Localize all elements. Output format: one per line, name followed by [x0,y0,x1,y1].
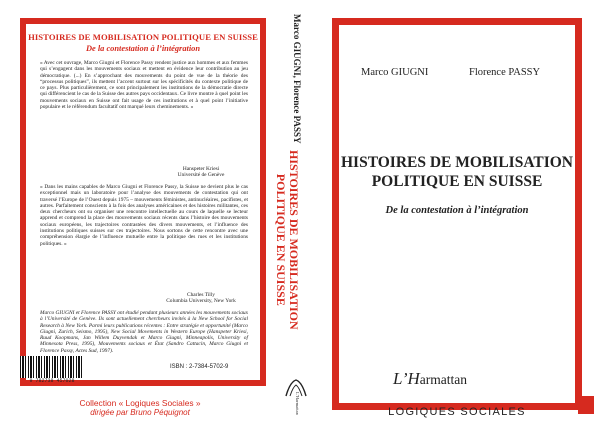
back-collection [6,398,274,418]
front-collection [322,406,592,418]
front-collection-name: LOGIQUES SOCIALES [388,406,526,418]
authors-bio: Marco GIUGNI et Florence PASSY ont étudié pendant plusieurs années les mouvements sociaux à l’Université de Genève. Ils sont actuellement chercheurs invités à la New School for Social Research à New York. Parmi leurs publications récentes : Entre stratégie et opportunité (Marco Giugni, Zurich, Seismo, 1995), New Social Movements in Western Europe (Hanspeter Kriesi, Ruud Koopmans, Jan Willem Duyvendak et Marco Giugni, Minneapolis, University of Minnesota Press, 1995), Mouvements sociaux et État (Sandro Cattacin, Marco Giugni et Florence Passy, Actes Sud, 1997). [40,310,248,354]
collection-strip [578,396,594,414]
quote-tilly-author [146,292,256,305]
publisher-initial: L’H [393,369,420,388]
spine-title-line2: POLITIQUE EN SUISSE [274,173,288,306]
publisher-name: armattan [419,372,467,387]
spine-authors: Marco GIUGNI, Florence PASSY [292,14,302,144]
publisher-logo [393,369,467,389]
quote-kriesi-affiliation: Université de Genève [177,172,225,179]
barcode [20,356,84,378]
barcode-number: 9 782738 457028 [29,378,75,384]
front-subtitle: De la contestation à l’intégration [385,205,529,216]
quote-tilly-name: Charles Tilly [186,292,215,298]
back-subtitle: De la contestation à l’intégration [86,44,200,53]
spine-publisher: L’Harmattan [295,392,300,415]
back-cover [6,4,274,434]
spine-title [274,150,300,330]
collection-director: dirigée par Bruno Péquignot [90,408,190,417]
front-title-line2: POLITIQUE EN SUISSE [371,173,543,190]
collection-name: Collection « Logiques Sociales » [79,398,201,408]
back-cover-frame [20,18,266,386]
front-cover [322,4,592,434]
front-author-giugni: Marco GIUGNI [361,67,429,78]
quote-kriesi-author [156,166,246,179]
front-title-line1: HISTOIRES DE MOBILISATION [340,154,573,171]
front-author-passy: Florence PASSY [469,67,541,78]
spine-title-line1: HISTOIRES DE MOBILISATION [287,150,301,330]
front-title [339,153,575,191]
front-cover-frame [332,18,582,410]
quote-kriesi-name: Hanspeter Kriesi [182,166,220,172]
isbn: ISBN : 2-7384-5702-9 [170,364,229,370]
quote-tilly: « Dans les mains capables de Marco Giugni et Florence Passy, la Suisse ne devient plus le cas exceptionnel mais un laboratoire pour l’analyse des mouvements de contestation qui ont traversé l’Europe de l’Ouest depuis 1975 – mouvements féministes, antinucléaires, pacifistes, et autres. Parfaitement conscients à la fois des analyses américaines et des histoires militantes, ces deux chercheurs ont su organiser une rencontre intellectuelle au cours de laquelle se lecteur apprend et comprend la place des mouvements sociaux récents dans l’histoire des mouvements sociaux européens, les trajectoires contrastées des divers mouvements, et l’influence des institutions politiques suisses sur ces trajectoires. Nous sortons de cette rencontre avec une compréhension élargie de l’influence mutuelle entre la politique des rues et les institutions politiques. » [40,184,248,247]
back-title: HISTOIRES DE MOBILISATION POLITIQUE EN SUISSE [28,32,258,42]
quote-tilly-affiliation: Columbia University, New York [166,298,236,305]
quote-kriesi: « Avec cet ouvrage, Marco Giugni et Florence Passy rendent justice aux hommes et aux femmes qui s’engagent dans les mouvements sociaux et mettent en évidence leur contribution au jeu démocratique. (...) En s’approchant des mouvements du point de vue de la théorie des “processus politiques”, ils mettent l’accent surtout sur les spécificités du contexte politique de ce pays. Plus particulièrement, ce sont principalement les institutions de la démocratie directe qui différencient le cas de la Suisse des autres pays occidentaux. Ce livre montre à quel point les mouvements sociaux en Suisse ont fait usage de ces institutions et à quel point l’initiative populaire et le référendum facultatif ont marqué leurs cheminements. » [40,60,248,111]
